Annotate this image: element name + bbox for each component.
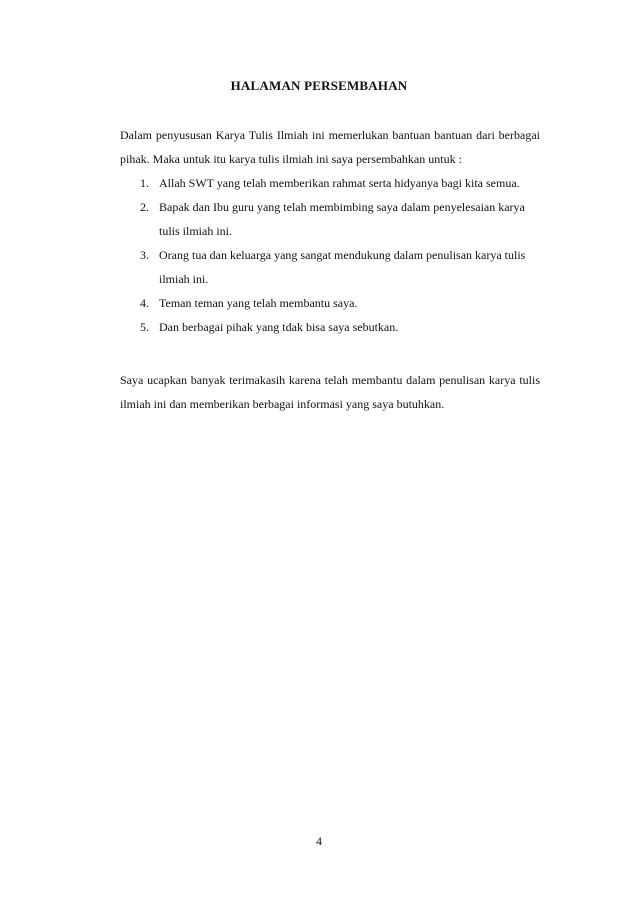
list-item <box>140 195 540 243</box>
list-item <box>140 315 540 339</box>
list-item-text: Teman teman yang telah membantu saya. <box>159 296 358 310</box>
page-title: HALAMAN PERSEMBAHAN <box>230 78 408 93</box>
list-item-number: 4. <box>140 296 149 310</box>
list-item-number: 1. <box>140 176 149 190</box>
list-item-text: Orang tua dan keluarga yang sangat mendukung dalam penulisan karya tulis ilmiah ini. <box>159 248 526 286</box>
list-item-number: 5. <box>140 320 149 334</box>
list-item <box>140 243 540 291</box>
list-item <box>140 171 540 195</box>
list-item-number: 2. <box>140 200 149 214</box>
dedication-list <box>140 171 540 339</box>
list-item-text: Bapak dan Ibu guru yang telah membimbing saya dalam penyelesaian karya tulis ilmiah ini. <box>159 200 525 238</box>
intro-paragraph: Dalam penyususan Karya Tulis Ilmiah ini memerlukan bantuan bantuan dari berbagai pihak. Maka untuk itu karya tulis ilmiah ini saya persembahkan untuk : <box>120 128 540 166</box>
closing-paragraph: Saya ucapkan banyak terimakasih karena telah membantu dalam penulisan karya tulis ilmiah ini dan memberikan berbagai informasi yang saya butuhkan. <box>120 373 540 411</box>
page-number: 4 <box>316 834 322 848</box>
list-item-text: Dan berbagai pihak yang tdak bisa saya sebutkan. <box>159 320 399 334</box>
list-item-text: Allah SWT yang telah memberikan rahmat serta hidyanya bagi kita semua. <box>159 176 520 190</box>
list-item <box>140 291 540 315</box>
list-item-number: 3. <box>140 248 149 262</box>
